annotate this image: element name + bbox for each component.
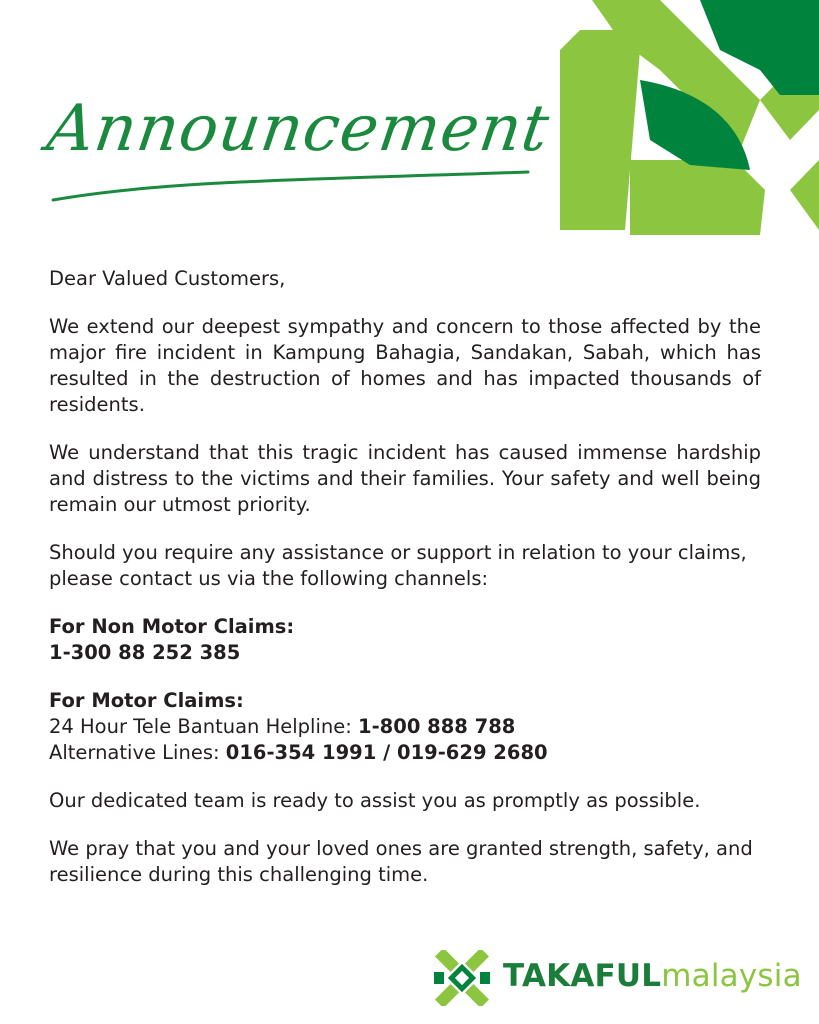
geometric-pattern-icon: [560, 0, 819, 235]
alt-lines-numbers: 016-354 1991 / 019-629 2680: [225, 741, 548, 764]
brand-part-malaysia: malaysia: [661, 958, 802, 994]
motor-heading: For Motor Claims:: [49, 689, 244, 712]
helpline-label: 24 Hour Tele Bantuan Helpline:: [49, 715, 359, 738]
paragraph-team: Our dedicated team is ready to assist you as promptly as possible.: [49, 789, 701, 812]
paragraph-hardship: We understand that this tragic incident has caused immense hardship and distress to the victims and their families. Your safety and well being remain our utmost priority.: [49, 441, 761, 516]
alt-lines-label: Alternative Lines:: [49, 741, 226, 764]
paragraph-contact: Should you require any assistance or support in relation to your claims, please contact us via the following channels:: [49, 541, 747, 590]
brand-part-takaful: TAKAFUL: [503, 958, 662, 994]
brand-wordmark: [503, 958, 802, 994]
title-flourish: [48, 150, 548, 210]
non-motor-claims: [49, 614, 761, 666]
takaful-logo-icon: [432, 950, 492, 1006]
motor-claims: [49, 688, 761, 766]
paragraph-sympathy: We extend our deepest sympathy and concern to those affected by the major fire incident in Kampung Bahagia, Sandakan, Sabah, which has resulted in the destruction of homes and has impacted thousands of residents.: [49, 315, 761, 416]
greeting: Dear Valued Customers,: [49, 267, 286, 290]
letter-body: [49, 266, 761, 910]
non-motor-number: 1-300 88 252 385: [49, 641, 241, 664]
helpline-number: 1-800 888 788: [358, 715, 516, 738]
paragraph-prayer: We pray that you and your loved ones are granted strength, safety, and resilience during this challenging time.: [49, 837, 753, 886]
page-title: Announcement: [42, 92, 555, 166]
non-motor-heading: For Non Motor Claims:: [49, 615, 295, 638]
